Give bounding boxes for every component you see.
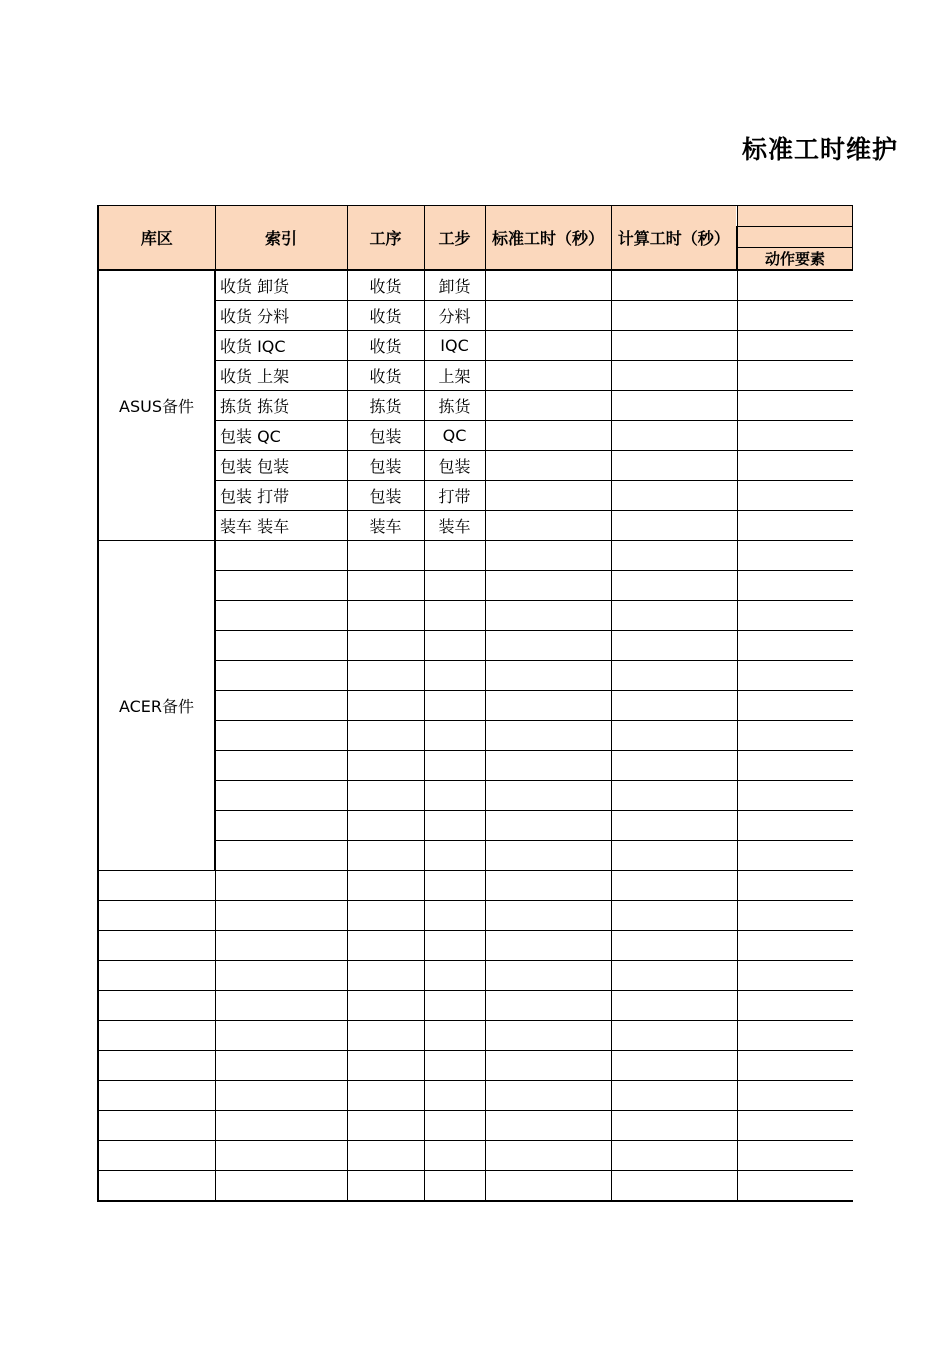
action-elements-cell[interactable]: [737, 691, 853, 721]
step-cell[interactable]: [424, 871, 485, 901]
action-elements-cell[interactable]: [737, 301, 853, 331]
process-cell[interactable]: 装车: [347, 511, 424, 541]
action-elements-cell[interactable]: [737, 571, 853, 601]
step-cell[interactable]: [424, 1081, 485, 1111]
table-row: [98, 901, 853, 931]
index-cell[interactable]: 收货 上架: [215, 361, 347, 391]
table-row: [98, 961, 853, 991]
calculated-time-cell[interactable]: [611, 1021, 737, 1051]
standard-time-cell[interactable]: [485, 781, 611, 811]
index-cell[interactable]: [215, 1021, 347, 1051]
calculated-time-cell[interactable]: [611, 481, 737, 511]
index-cell[interactable]: [215, 1111, 347, 1141]
calculated-time-cell[interactable]: [611, 961, 737, 991]
process-cell[interactable]: 拣货: [347, 391, 424, 421]
process-cell[interactable]: [347, 1111, 424, 1141]
step-cell[interactable]: [424, 961, 485, 991]
calculated-time-cell[interactable]: [611, 841, 737, 871]
table-row: [98, 1171, 853, 1202]
step-cell[interactable]: [424, 691, 485, 721]
header-index[interactable]: 索引: [215, 206, 347, 271]
process-cell[interactable]: [347, 691, 424, 721]
standard-time-cell[interactable]: [485, 991, 611, 1021]
action-elements-cell[interactable]: [737, 811, 853, 841]
zone-cell[interactable]: [98, 1051, 215, 1081]
process-cell[interactable]: [347, 901, 424, 931]
index-cell[interactable]: [215, 661, 347, 691]
standard-time-cell[interactable]: [485, 1081, 611, 1111]
process-cell[interactable]: [347, 631, 424, 661]
action-elements-cell[interactable]: [737, 270, 853, 301]
calculated-time-cell[interactable]: [611, 601, 737, 631]
process-cell[interactable]: [347, 751, 424, 781]
calculated-time-cell[interactable]: [611, 1171, 737, 1202]
table-row: [98, 1081, 853, 1111]
action-elements-cell[interactable]: [737, 541, 853, 571]
process-cell[interactable]: [347, 661, 424, 691]
calculated-time-cell[interactable]: [611, 871, 737, 901]
standard-time-cell[interactable]: [485, 931, 611, 961]
table-row: [98, 270, 853, 301]
step-cell[interactable]: [424, 631, 485, 661]
table-row: [98, 1051, 853, 1081]
step-cell[interactable]: [424, 1051, 485, 1081]
standard-time-cell[interactable]: [485, 1051, 611, 1081]
standard-time-cell[interactable]: [485, 270, 611, 301]
index-cell[interactable]: [215, 931, 347, 961]
calculated-time-cell[interactable]: [611, 511, 737, 541]
index-cell[interactable]: [215, 961, 347, 991]
standard-time-cell[interactable]: [485, 631, 611, 661]
table-row: [98, 931, 853, 961]
table-row: [98, 1141, 853, 1171]
zone-cell[interactable]: [98, 1111, 215, 1141]
step-cell[interactable]: [424, 541, 485, 571]
calculated-time-cell[interactable]: [611, 631, 737, 661]
step-cell[interactable]: 打带: [424, 481, 485, 511]
table-body: [98, 270, 853, 1201]
step-cell[interactable]: [424, 1171, 485, 1202]
index-cell[interactable]: [215, 1081, 347, 1111]
index-cell[interactable]: [215, 901, 347, 931]
step-cell[interactable]: 卸货: [424, 270, 485, 301]
process-cell[interactable]: [347, 931, 424, 961]
step-cell[interactable]: 包装: [424, 451, 485, 481]
process-cell[interactable]: [347, 601, 424, 631]
step-cell[interactable]: [424, 841, 485, 871]
step-cell[interactable]: 分料: [424, 301, 485, 331]
process-cell[interactable]: 收货: [347, 331, 424, 361]
calculated-time-cell[interactable]: [611, 721, 737, 751]
step-cell[interactable]: [424, 721, 485, 751]
process-cell[interactable]: [347, 571, 424, 601]
standard-time-cell[interactable]: [485, 811, 611, 841]
zone-cell[interactable]: [98, 1081, 215, 1111]
index-cell[interactable]: [215, 1141, 347, 1171]
standard-time-cell[interactable]: [485, 541, 611, 571]
action-elements-cell[interactable]: [737, 391, 853, 421]
step-cell[interactable]: IQC: [424, 331, 485, 361]
action-elements-cell[interactable]: [737, 991, 853, 1021]
process-cell[interactable]: 收货: [347, 361, 424, 391]
process-cell[interactable]: [347, 721, 424, 751]
calculated-time-cell[interactable]: [611, 361, 737, 391]
action-elements-cell[interactable]: [737, 1111, 853, 1141]
header-standard-time[interactable]: 标准工时（秒）: [485, 206, 611, 271]
calculated-time-cell[interactable]: [611, 931, 737, 961]
step-cell[interactable]: [424, 601, 485, 631]
index-cell[interactable]: 装车 装车: [215, 511, 347, 541]
index-cell[interactable]: 收货 分料: [215, 301, 347, 331]
step-cell[interactable]: 装车: [424, 511, 485, 541]
action-elements-cell[interactable]: [737, 331, 853, 361]
index-cell[interactable]: [215, 841, 347, 871]
standard-time-cell[interactable]: [485, 481, 611, 511]
step-cell[interactable]: [424, 1141, 485, 1171]
calculated-time-cell[interactable]: [611, 270, 737, 301]
process-cell[interactable]: [347, 841, 424, 871]
standard-time-cell[interactable]: [485, 1111, 611, 1141]
index-cell[interactable]: 包装 QC: [215, 421, 347, 451]
process-cell[interactable]: [347, 811, 424, 841]
calculated-time-cell[interactable]: [611, 301, 737, 331]
standard-time-cell[interactable]: [485, 331, 611, 361]
index-cell[interactable]: [215, 811, 347, 841]
standard-time-cell[interactable]: [485, 1171, 611, 1202]
action-elements-cell[interactable]: [737, 451, 853, 481]
action-elements-cell[interactable]: [737, 901, 853, 931]
table-row: [98, 991, 853, 1021]
header-action-elements[interactable]: 动作要素: [737, 248, 853, 271]
calculated-time-cell[interactable]: [611, 691, 737, 721]
step-cell[interactable]: 上架: [424, 361, 485, 391]
calculated-time-cell[interactable]: [611, 991, 737, 1021]
index-cell[interactable]: 拣货 拣货: [215, 391, 347, 421]
step-cell[interactable]: [424, 901, 485, 931]
zone-cell[interactable]: [98, 1021, 215, 1051]
process-cell[interactable]: [347, 1021, 424, 1051]
index-cell[interactable]: [215, 871, 347, 901]
action-elements-cell[interactable]: [737, 1171, 853, 1202]
index-cell[interactable]: [215, 751, 347, 781]
step-cell[interactable]: [424, 931, 485, 961]
standard-time-cell[interactable]: [485, 301, 611, 331]
step-cell[interactable]: [424, 1021, 485, 1051]
calculated-time-cell[interactable]: [611, 1051, 737, 1081]
action-elements-cell[interactable]: [737, 931, 853, 961]
step-cell[interactable]: [424, 1111, 485, 1141]
process-cell[interactable]: [347, 961, 424, 991]
action-elements-cell[interactable]: [737, 721, 853, 751]
process-cell[interactable]: 包装: [347, 421, 424, 451]
step-cell[interactable]: [424, 811, 485, 841]
calculated-time-cell[interactable]: [611, 1111, 737, 1141]
process-cell[interactable]: [347, 781, 424, 811]
header-action-group[interactable]: [737, 206, 853, 227]
index-cell[interactable]: 包装 包装: [215, 451, 347, 481]
action-elements-cell[interactable]: [737, 361, 853, 391]
calculated-time-cell[interactable]: [611, 331, 737, 361]
zone-cell[interactable]: ASUS备件: [98, 270, 215, 541]
index-cell[interactable]: 收货 卸货: [215, 270, 347, 301]
index-cell[interactable]: [215, 571, 347, 601]
process-cell[interactable]: [347, 991, 424, 1021]
standard-time-cell[interactable]: [485, 871, 611, 901]
calculated-time-cell[interactable]: [611, 901, 737, 931]
action-elements-cell[interactable]: [737, 661, 853, 691]
zone-cell[interactable]: [98, 991, 215, 1021]
step-cell[interactable]: [424, 571, 485, 601]
standard-time-cell[interactable]: [485, 601, 611, 631]
action-elements-cell[interactable]: [737, 1081, 853, 1111]
index-cell[interactable]: [215, 541, 347, 571]
zone-cell[interactable]: [98, 931, 215, 961]
index-cell[interactable]: [215, 601, 347, 631]
table-row: [98, 871, 853, 901]
action-elements-cell[interactable]: [737, 421, 853, 451]
action-elements-cell[interactable]: [737, 961, 853, 991]
calculated-time-cell[interactable]: [611, 421, 737, 451]
header-zone[interactable]: 库区: [98, 206, 215, 271]
table-row: [98, 1021, 853, 1051]
action-elements-cell[interactable]: [737, 1141, 853, 1171]
calculated-time-cell[interactable]: [611, 391, 737, 421]
zone-cell[interactable]: [98, 1141, 215, 1171]
standard-time-cell[interactable]: [485, 361, 611, 391]
standard-time-cell[interactable]: [485, 391, 611, 421]
action-elements-cell[interactable]: [737, 511, 853, 541]
standard-time-cell[interactable]: [485, 661, 611, 691]
index-cell[interactable]: [215, 1171, 347, 1202]
action-elements-cell[interactable]: [737, 781, 853, 811]
standard-time-cell[interactable]: [485, 421, 611, 451]
standard-time-cell[interactable]: [485, 571, 611, 601]
standard-time-cell[interactable]: [485, 841, 611, 871]
process-cell[interactable]: 包装: [347, 451, 424, 481]
index-cell[interactable]: [215, 691, 347, 721]
step-cell[interactable]: [424, 991, 485, 1021]
process-cell[interactable]: 收货: [347, 270, 424, 301]
calculated-time-cell[interactable]: [611, 451, 737, 481]
action-elements-cell[interactable]: [737, 601, 853, 631]
action-elements-cell[interactable]: [737, 751, 853, 781]
calculated-time-cell[interactable]: [611, 541, 737, 571]
table-header: [98, 206, 853, 271]
standard-time-cell[interactable]: [485, 451, 611, 481]
index-cell[interactable]: [215, 991, 347, 1021]
action-elements-cell[interactable]: [737, 871, 853, 901]
step-cell[interactable]: [424, 751, 485, 781]
table-row: [98, 1111, 853, 1141]
calculated-time-cell[interactable]: [611, 781, 737, 811]
calculated-time-cell[interactable]: [611, 1141, 737, 1171]
table-row: [98, 541, 853, 571]
action-elements-cell[interactable]: [737, 481, 853, 511]
standard-time-cell[interactable]: [485, 721, 611, 751]
calculated-time-cell[interactable]: [611, 661, 737, 691]
action-elements-cell[interactable]: [737, 631, 853, 661]
calculated-time-cell[interactable]: [611, 571, 737, 601]
standard-time-cell[interactable]: [485, 1141, 611, 1171]
index-cell[interactable]: 包装 打带: [215, 481, 347, 511]
standard-time-cell[interactable]: [485, 511, 611, 541]
action-elements-cell[interactable]: [737, 1051, 853, 1081]
process-cell[interactable]: [347, 871, 424, 901]
step-cell[interactable]: [424, 661, 485, 691]
process-cell[interactable]: [347, 541, 424, 571]
standard-time-cell[interactable]: [485, 1021, 611, 1051]
header-calculated-time[interactable]: 计算工时（秒）: [611, 206, 737, 271]
page-title: 标准工时维护: [742, 135, 899, 164]
standard-time-table: [97, 205, 853, 1202]
action-elements-cell[interactable]: [737, 1021, 853, 1051]
index-cell[interactable]: 收货 IQC: [215, 331, 347, 361]
process-cell[interactable]: [347, 1081, 424, 1111]
standard-time-cell[interactable]: [485, 691, 611, 721]
zone-cell[interactable]: [98, 1171, 215, 1202]
standard-time-cell[interactable]: [485, 961, 611, 991]
calculated-time-cell[interactable]: [611, 811, 737, 841]
header-action-blank[interactable]: [737, 227, 853, 248]
process-cell[interactable]: [347, 1171, 424, 1202]
header-step[interactable]: 工步: [424, 206, 485, 271]
header-process[interactable]: 工序: [347, 206, 424, 271]
index-cell[interactable]: [215, 631, 347, 661]
standard-time-cell[interactable]: [485, 901, 611, 931]
process-cell[interactable]: 收货: [347, 301, 424, 331]
process-cell[interactable]: [347, 1051, 424, 1081]
zone-cell[interactable]: ACER备件: [98, 541, 215, 871]
step-cell[interactable]: QC: [424, 421, 485, 451]
zone-cell[interactable]: [98, 871, 215, 901]
calculated-time-cell[interactable]: [611, 751, 737, 781]
step-cell[interactable]: [424, 781, 485, 811]
zone-cell[interactable]: [98, 901, 215, 931]
index-cell[interactable]: [215, 721, 347, 751]
step-cell[interactable]: 拣货: [424, 391, 485, 421]
process-cell[interactable]: [347, 1141, 424, 1171]
process-cell[interactable]: 包装: [347, 481, 424, 511]
calculated-time-cell[interactable]: [611, 1081, 737, 1111]
zone-cell[interactable]: [98, 961, 215, 991]
index-cell[interactable]: [215, 781, 347, 811]
action-elements-cell[interactable]: [737, 841, 853, 871]
index-cell[interactable]: [215, 1051, 347, 1081]
standard-time-cell[interactable]: [485, 751, 611, 781]
